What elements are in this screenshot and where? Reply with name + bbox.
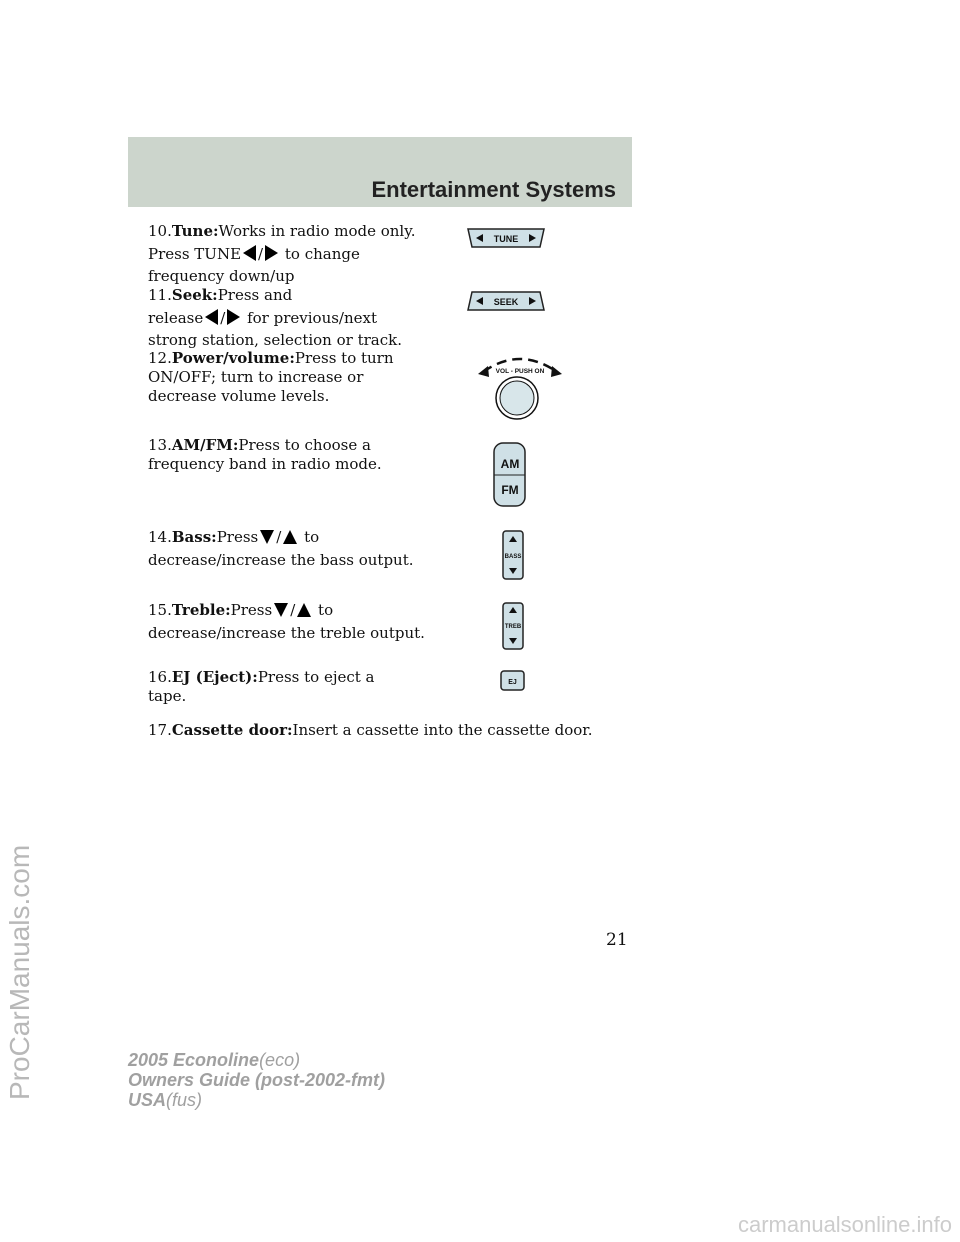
tune-button-illustration bbox=[466, 226, 546, 250]
bottom-watermark: carmanualsonline.info bbox=[737, 1212, 952, 1237]
bass-label: BASS bbox=[504, 554, 522, 560]
item-bass: 14.Bass:Press / to decrease/increase the bass output. bbox=[148, 528, 414, 569]
volume-label: VOL - PUSH ON bbox=[495, 368, 545, 375]
item-am-fm: 13.AM/FM:Press to choose a frequency band in radio mode. bbox=[148, 436, 382, 473]
page-number: 21 bbox=[606, 930, 628, 950]
am-label: AM bbox=[500, 457, 520, 471]
right-arrow-icon bbox=[227, 309, 240, 325]
clockwise-arrow-icon bbox=[551, 366, 562, 377]
seek-button-illustration bbox=[466, 289, 546, 313]
up-arrow-icon bbox=[297, 603, 311, 617]
right-arrow-icon bbox=[265, 245, 278, 261]
tune-label: TUNE bbox=[493, 234, 519, 244]
left-arrow-icon bbox=[205, 309, 218, 325]
seek-label: SEEK bbox=[493, 297, 519, 307]
treble-label: TREB bbox=[504, 624, 522, 630]
eject-button-illustration bbox=[499, 669, 527, 693]
am-fm-button-illustration bbox=[492, 441, 528, 509]
document-footer: 2005 Econoline(eco) Owners Guide (post-2002-fmt) USA(fus) bbox=[128, 1050, 386, 1110]
item-seek: 11.Seek:Press and release / for previous/next strong station, selection or track. bbox=[148, 286, 402, 349]
bass-button-illustration bbox=[501, 529, 525, 581]
down-arrow-icon bbox=[274, 603, 288, 617]
side-watermark: ProCarManuals.com bbox=[4, 844, 35, 1100]
counterclockwise-arrow-icon bbox=[478, 366, 489, 377]
item-power-volume: 12.Power/volume:Press to turn ON/OFF; turn to increase or decrease volume levels. bbox=[148, 349, 394, 405]
item-treble: 15.Treble:Press / to decrease/increase the treble output. bbox=[148, 601, 425, 642]
item-tune: 10.Tune:Works in radio mode only. Press TUNE / to change frequency down/up bbox=[148, 222, 416, 285]
treble-button-illustration bbox=[501, 601, 525, 651]
volume-knob-illustration bbox=[475, 348, 565, 423]
section-title: Entertainment Systems bbox=[371, 177, 616, 202]
up-arrow-icon bbox=[283, 530, 297, 544]
item-eject: 16.EJ (Eject):Press to eject a tape. bbox=[148, 668, 375, 705]
item-cassette-door: 17.Cassette door:Insert a cassette into the cassette door. bbox=[148, 721, 593, 739]
left-arrow-icon bbox=[243, 245, 256, 261]
section-header-band bbox=[128, 137, 632, 207]
eject-label: EJ bbox=[508, 679, 517, 686]
fm-label: FM bbox=[501, 483, 519, 497]
down-arrow-icon bbox=[260, 530, 274, 544]
